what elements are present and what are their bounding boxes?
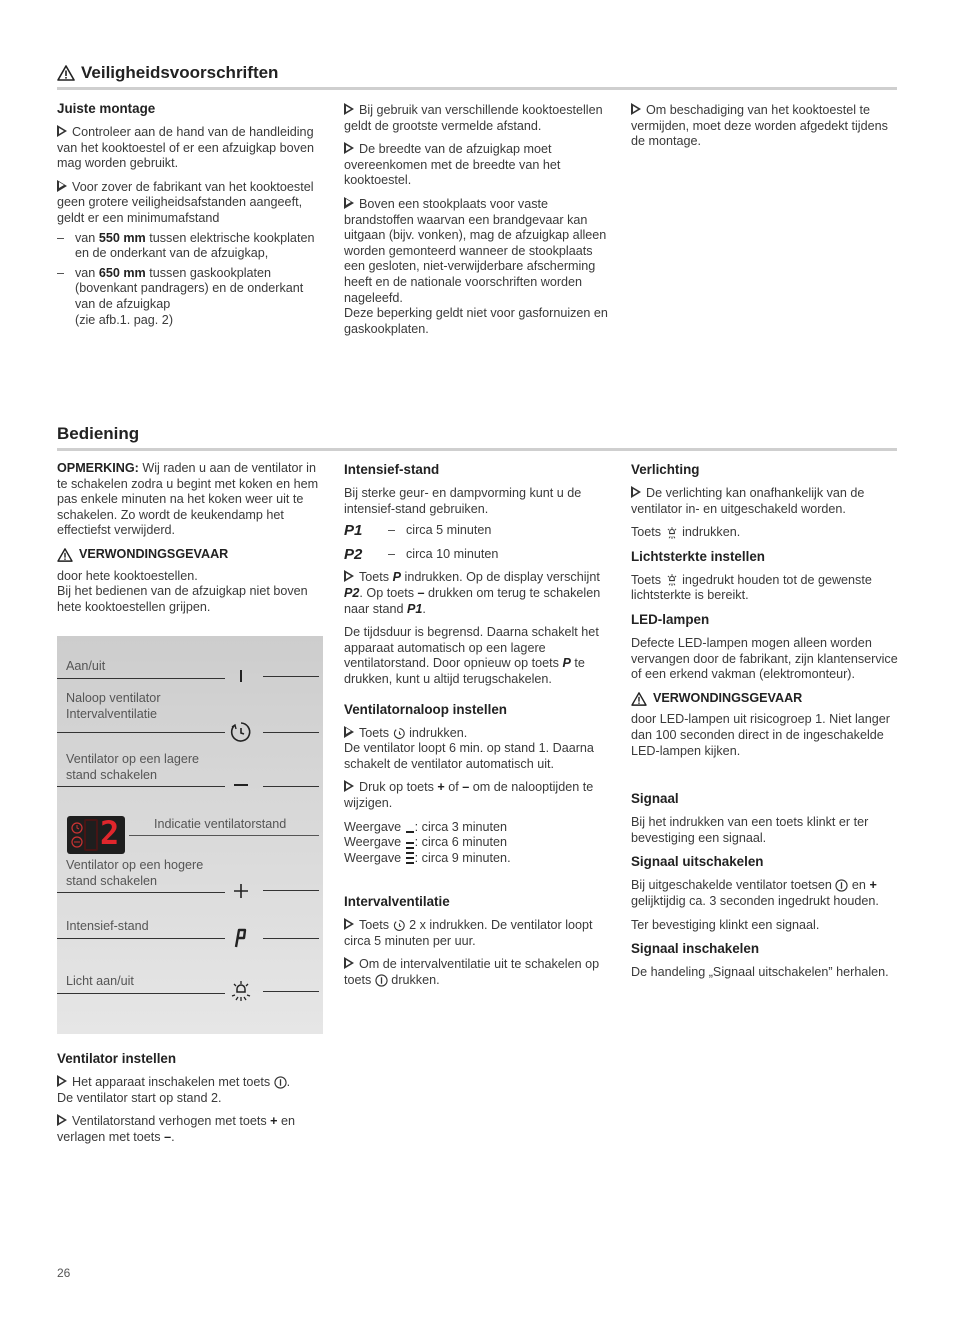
burn-warning-heading: VERWONDINGSGEVAAR xyxy=(57,547,325,563)
run-on-display-2: Weergave : circa 6 minuten xyxy=(344,835,508,850)
panel-label-indicator: Indicatie ventilatorstand xyxy=(154,817,287,831)
run-on-display-1: Weergave : circa 3 minuten xyxy=(344,819,508,834)
timer-icon xyxy=(393,919,406,932)
operation-note: OPMERKING: Wij raden u aan de ventilator in te schakelen zodra u begint met koken en hem pas enkele minuten na het koken weer uit te schakelen. Zo wordt de keukendamp het effectiefst verwijderd. xyxy=(57,461,319,538)
two-bars-icon xyxy=(405,837,415,849)
intensive-p1: Bij sterke geur- en dampvorming kunt u de intensief-stand gebruiken. xyxy=(344,486,582,516)
bullet-triangle-icon xyxy=(631,486,641,498)
bullet-triangle-icon xyxy=(57,125,67,137)
brightness-heading: Lichtsterkte instellen xyxy=(631,548,765,564)
fan-settings xyxy=(57,1051,325,1153)
power-key-icon[interactable] xyxy=(240,670,242,682)
signal-heading: Signaal xyxy=(631,791,679,807)
power-circle-icon xyxy=(375,974,388,987)
light-heading: Verlichting xyxy=(631,462,700,477)
bullet-triangle-icon xyxy=(344,918,354,930)
brightness-p: Toets ingedrukt houden tot de gewenste lichtsterkte is bereikt. xyxy=(631,572,872,603)
operation-title: Bediening xyxy=(57,424,140,443)
operation-rule xyxy=(57,448,897,451)
bullet-triangle-icon xyxy=(344,957,354,969)
fan-settings-p2: Ventilatorstand verhogen met toets + en verlagen met toets –. xyxy=(57,1114,295,1144)
bullet-triangle-icon xyxy=(57,1075,67,1087)
operation-col-2 xyxy=(344,462,614,997)
panel-label-higher: Ventilator op een hogere stand schakelen xyxy=(66,858,204,888)
operation-col-3 xyxy=(631,462,899,989)
panel-label-intensive: Intensief-stand xyxy=(66,919,149,933)
safety-p-multiple: Bij gebruik van verschillende kooktoestellen geldt de grootste vermelde afstand. xyxy=(344,103,603,133)
interval-heading: Intervalventilatie xyxy=(344,894,450,910)
intensive-row-p2: P2 – circa 10 minuten xyxy=(344,545,499,563)
one-bar-icon xyxy=(405,821,415,833)
p1-code: P1 xyxy=(344,522,363,540)
power-circle-icon xyxy=(274,1076,287,1089)
safety-col-2 xyxy=(344,103,612,345)
interval-p1: Toets 2 x indrukken. De ventilator loopt circa 5 minuten per uur. xyxy=(344,918,593,948)
control-panel-illustration xyxy=(57,636,323,1034)
fan-settings-p1: Het apparaat inschakelen met toets . De ventilator start op stand 2. xyxy=(57,1075,291,1105)
panel-label-run-on: Naloop ventilator Intervalventilatie xyxy=(66,691,161,721)
display-status-icons xyxy=(70,820,84,850)
warning-icon xyxy=(57,548,73,562)
intensive-heading: Intensief-stand xyxy=(344,462,440,477)
bullet-triangle-icon xyxy=(57,1114,67,1126)
bullet-triangle-icon xyxy=(344,197,354,209)
safety-p-restriction: Deze beperking geldt niet voor gasfornuizen en gaskookplaten. xyxy=(344,306,608,336)
light-icon xyxy=(665,573,679,587)
signal-off-heading: Signaal uitschakelen xyxy=(631,854,764,870)
page-number: 26 xyxy=(57,1266,71,1280)
run-on-heading: Ventilatornaloop instellen xyxy=(344,701,507,717)
mounting-p2: Voor zover de fabrikant van het kooktoestel geen grotere veiligheidsafstanden aangeeft, geldt er een minimumafstand xyxy=(57,179,314,225)
power-circle-icon xyxy=(835,879,848,892)
light-p1: De verlichting kan onafhankelijk van de ventilator in- en uitgeschakeld worden. xyxy=(631,486,865,516)
bullet-triangle-icon xyxy=(344,780,354,792)
timer-icon xyxy=(393,727,406,740)
signal-off-confirm: Ter bevestiging klinkt een signaal. xyxy=(631,917,820,932)
burn-warning-text: door hete kooktoestellen. Bij het bedienen van de afzuigkap niet boven hete kooktoestellen grijpen. xyxy=(57,568,308,614)
mounting-p1: Controleer aan de hand van de handleiding van het kooktoestel of er een afzuigkap boven mag worden gebruikt. xyxy=(57,125,314,171)
panel-label-lower: Ventilator op een lagere stand schakelen xyxy=(66,752,200,782)
led-p: Defecte LED-lampen mogen alleen worden vervangen door de fabrikant, zijn klantenservice of een erkend vakman (elektromonteur). xyxy=(631,635,898,682)
display-digit: 2 xyxy=(100,814,120,852)
mounting-heading: Juiste montage xyxy=(57,101,156,116)
safety-title-text: Veiligheidsvoorschriften xyxy=(81,63,279,82)
plus-key-icon[interactable] xyxy=(233,883,249,899)
light-icon xyxy=(665,526,679,540)
light-p2: Toets indrukken. xyxy=(631,525,741,540)
intensive-p3: De tijdsduur is begrensd. Daarna schakelt het apparaat automatisch op een lagere ventilatorstand. Door opnieuw op toets P te drukken, kunt u altijd terugschakelen. xyxy=(344,625,599,686)
three-bars-icon xyxy=(405,852,415,864)
safety-col-3 xyxy=(631,103,899,158)
intensive-row-p1: P1 – circa 5 minuten xyxy=(344,522,492,540)
safety-p-protect: Om beschadiging van het kooktoestel te vermijden, moet deze worden afgedekt tijdens de montage. xyxy=(631,103,888,149)
minus-key-icon[interactable] xyxy=(234,784,248,786)
signal-off-p: Bij uitgeschakelde ventilator toetsen en + gelijktijdig ca. 3 seconden ingedrukt houden. xyxy=(631,878,879,908)
signal-p: Bij het indrukken van een toets klinkt er ter bevestiging een signaal. xyxy=(631,815,869,845)
bullet-triangle-icon xyxy=(344,570,354,582)
led-warning-heading: VERWONDINGSGEVAAR xyxy=(631,691,899,707)
panel-label-on-off: Aan/uit xyxy=(66,659,106,673)
bullet-triangle-icon xyxy=(344,726,354,738)
bullet-triangle-icon xyxy=(631,103,641,115)
safety-rule xyxy=(57,87,897,90)
led-warning-text: door LED-lampen uit risicogroep 1. Niet langer dan 100 seconden direct in de ingeschakelde LED-lampen kijken. xyxy=(631,712,891,758)
run-on-display-list xyxy=(344,820,614,867)
operation-col-1 xyxy=(57,461,325,623)
signal-on-p: De handeling „Signaal uitschakelen” herhalen. xyxy=(631,965,889,980)
run-on-display-3: Weergave : circa 9 minuten. xyxy=(344,850,511,865)
bullet-triangle-icon xyxy=(344,142,354,154)
light-key-icon[interactable] xyxy=(230,979,252,1003)
p2-code: P2 xyxy=(344,545,363,563)
safety-col-1 xyxy=(57,101,325,328)
panel-label-light: Licht aan/uit xyxy=(66,974,134,988)
warning-icon xyxy=(631,692,647,706)
safety-p-fireplace: Boven een stookplaats voor vaste brandstoffen waarvan een brandgevaar kan uitgaan (bijv. vonken), mag de afzuigkap alleen worden gemonteerd wanneer de stookplaats een gesloten, niet-verwijderbare afscherming heeft en de nationale voorschriften worden nageleefd. xyxy=(344,196,607,305)
intensive-p2: Toets P indrukken. Op de display verschijnt P2. Op toets – drukken om terug te schakelen naar stand P1. xyxy=(344,570,601,616)
distance-item-electric: – van 550 mm tussen elektrische kookplaten en de onderkant van de afzuigkap, xyxy=(57,230,315,261)
bullet-triangle-icon xyxy=(57,180,67,192)
safety-title xyxy=(57,63,278,83)
signal-on-heading: Signaal inschakelen xyxy=(631,941,760,957)
safety-p-width: De breedte van de afzuigkap moet overeenkomen met de breedte van het kooktoestel. xyxy=(344,142,561,188)
bullet-triangle-icon xyxy=(344,103,354,115)
intensive-key-icon[interactable] xyxy=(233,928,247,948)
timer-key-icon[interactable] xyxy=(229,720,253,744)
interval-p2: Om de intervalventilatie uit te schakelen op toets drukken. xyxy=(344,957,600,988)
fan-level-display xyxy=(67,816,125,854)
fan-settings-heading: Ventilator instellen xyxy=(57,1051,177,1066)
run-on-p1: Toets indrukken. De ventilator loopt 6 min. op stand 1. Daarna schakelt de ventilator automatisch uit. xyxy=(344,725,594,771)
run-on-p2: Druk op toets + of – om de nalooptijden te wijzigen. xyxy=(344,780,594,810)
distance-item-gas: – van 650 mm tussen gaskookplaten (bovenkant pandragers) en de onderkant van de afzuigkap (zie afb.1. pag. 2) xyxy=(57,265,304,327)
warning-icon xyxy=(57,65,75,81)
led-heading: LED-lampen xyxy=(631,611,710,627)
